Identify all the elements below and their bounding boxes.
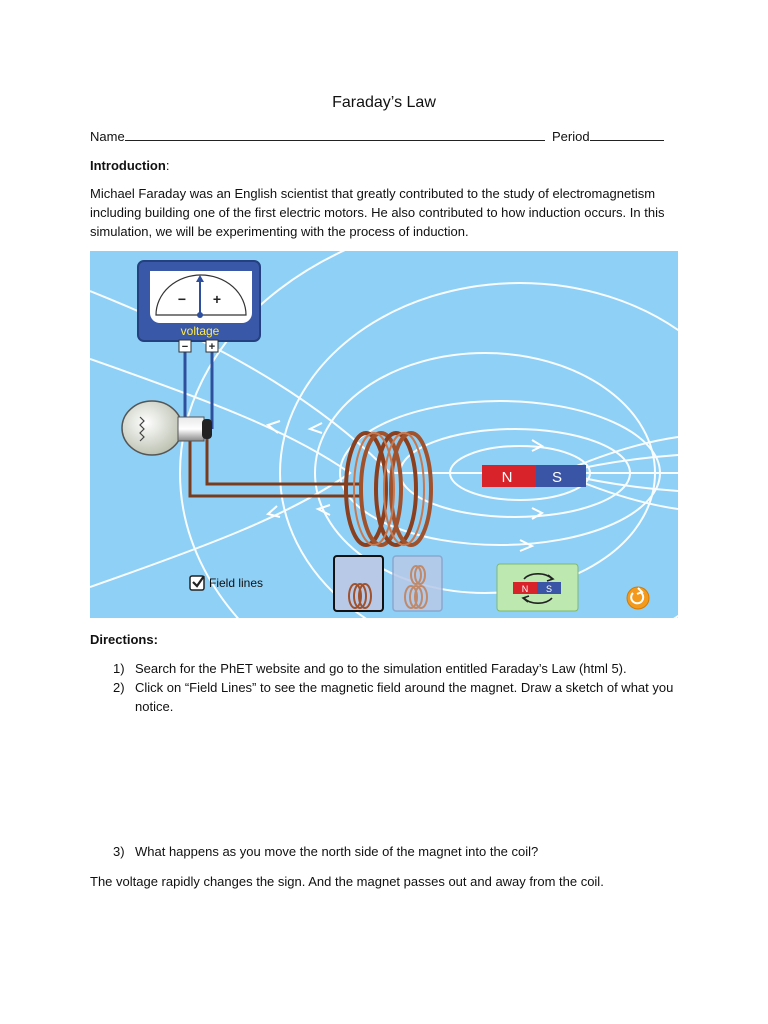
light-bulb-icon — [122, 401, 212, 455]
direction-item-2: 2) Click on “Field Lines” to see the magnetic field around the magnet. Draw a sketch of what you — [113, 680, 674, 695]
name-blank[interactable] — [125, 128, 545, 141]
meter-minus-sign: − — [177, 291, 187, 307]
introduction-heading: Introduction: — [90, 158, 170, 173]
direction-item-3: 3) What happens as you move the north side of the magnet into the coil? — [113, 844, 539, 859]
page-title: Faraday’s Law — [332, 94, 436, 111]
student-answer: The voltage rapidly changes the sign. And the magnet passes out and away from the coil. — [90, 874, 604, 889]
period-label: Period — [552, 129, 590, 144]
directions-heading: Directions: — [90, 632, 158, 647]
phet-simulation-screenshot — [90, 251, 678, 618]
terminal-minus: − — [181, 341, 189, 353]
field-lines-label: Field lines — [209, 576, 264, 590]
one-coil-button[interactable] — [334, 556, 383, 611]
introduction-paragraph — [90, 184, 680, 241]
direction-item-1: 1) Search for the PhET website and go to the simulation entitled Faraday’s Law (html 5). — [113, 661, 627, 676]
direction-item-2-continued: notice. — [135, 699, 174, 714]
terminal-plus: + — [208, 341, 216, 353]
magnet-south-label: S — [551, 469, 563, 486]
flip-south-label: S — [545, 584, 553, 594]
flip-north-label: N — [521, 584, 529, 594]
reset-icon[interactable] — [627, 587, 649, 609]
magnet-north-label: N — [501, 469, 513, 486]
flip-magnet-button[interactable] — [497, 564, 578, 611]
coil — [346, 433, 431, 545]
intro-line: including building one of the first electric motors. He also contributed to how induction occurs. In this — [90, 205, 665, 220]
two-coil-button[interactable] — [393, 556, 442, 611]
intro-line: simulation, we will be experimenting with the process of induction. — [90, 224, 469, 239]
name-field[interactable] — [90, 127, 545, 146]
intro-line: Michael Faraday was an English scientist that greatly contributed to the study of electromagnetism — [90, 186, 656, 201]
period-blank[interactable] — [590, 128, 664, 141]
bar-magnet[interactable] — [482, 465, 586, 487]
meter-voltage-label: voltage — [180, 324, 220, 338]
simulation-canvas — [90, 251, 678, 618]
name-label: Name — [90, 129, 125, 144]
field-lines-checkbox[interactable] — [190, 576, 263, 590]
meter-plus-sign: + — [212, 291, 222, 307]
period-field[interactable] — [552, 127, 664, 146]
voltmeter — [138, 261, 260, 353]
